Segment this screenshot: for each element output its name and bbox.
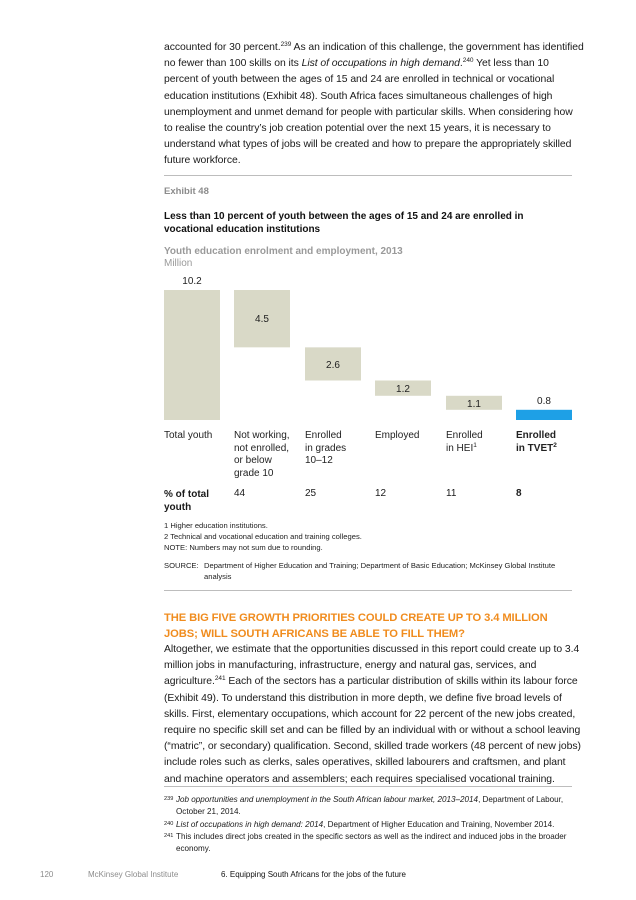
percent-of-total-value: 44 [234,488,246,499]
footnote-ref[interactable]: 239 [280,41,292,48]
waterfall-chart [0,270,636,430]
chart-units: Million [164,258,193,269]
bar-value-label: 10.2 [182,276,202,287]
bar-value-label: 1.2 [396,384,410,396]
intro-text: accounted for 30 percent. [164,42,281,53]
section-text: Each of the sectors has a particular distribution of skills within its labour force (Exhibit 49). To understand this distribution in more depth, we define five broad levels of skills. First, elementary occupations, which account for 22 percent of the new jobs created, require no specific skill set and can be filled by an individual with or without a school leaving (“matric”, or secondary) qualification. Second, skilled trade workers (48 percent of new jobs) include roles such as clerks, sales operatives, skilled labourers and craftsmen, and plant and machine operators and assemblers; each requires specialised vocational training. [164,676,581,785]
footnote-ref[interactable]: 240 [462,57,474,65]
footnote-ref[interactable]: 241 [214,675,226,683]
divider [164,175,572,176]
footnote-number: 239 [164,796,174,802]
section-heading: THE BIG FIVE GROWTH PRIORITIES COULD CREATE UP TO 3.4 MILLION JOBS; WILL SOUTH AFRICANS BE ABLE TO FILL THEM? [164,612,548,640]
footnote-text: , Department of Higher Education and Training, November 2014. [323,820,555,829]
footnote-240 [164,819,584,831]
category-label: Total youth [164,430,213,441]
category-label: Enrolled in TVET$^2$ [516,430,557,454]
footnote-241 [164,831,584,855]
source-label: SOURCE: [164,561,199,570]
bar-6 [516,410,572,420]
footnote-text: This includes direct jobs created in the specific sectors as well as the indirect and induced jobs in the broader economy. [176,832,567,853]
footnote-title: Job opportunities and unemployment in the South African labour market, 2013–2014 [176,795,479,804]
footnote-ref[interactable]: 2 [553,441,557,449]
exhibit-label: Exhibit 48 [164,186,209,197]
divider [164,590,572,591]
footnote-ref[interactable]: 1 [473,441,477,449]
intro-paragraph [164,40,584,170]
intro-text: . [459,58,463,70]
bar-value-label: 4.5 [255,314,269,325]
percent-of-total-label: % of total youth [164,489,209,513]
chart-notes [164,520,362,553]
footer-chapter: 6. Equipping South Africans for the jobs of the future [221,870,407,879]
category-label: Not working, not enrolled, or below grade 10 [234,430,290,479]
bar-value-label: 0.8 [537,395,551,407]
intro-text: As an indication of this challenge, the government has identified no fewer than 100 skills on its [164,42,584,70]
intro-text: Yet less than 10 percent of youth between the ages of 15 and 24 are enrolled in technical or vocational education institutions (Exhibit 48). South Africa faces simultaneous challenges of high unemployment and unmet demand for people with particular skills. When considering how to realise the country’s job creation potential over the next 15 years, it is necessary to understand what types of jobs will be created and how to prepare the appropriately skilled future workforce. [164,58,573,167]
section-text: Altogether, we estimate that the opportunities discussed in this report could create up to 3.4 million jobs in manufacturing, infrastructure, energy and natural gas, services, and agriculture. [164,644,580,688]
category-label: Enrolled in HEI$^1$ [446,430,483,454]
bar-value-label: 2.6 [326,359,340,371]
percent-of-total-value: 12 [375,488,387,499]
category-label: Employed [375,430,420,441]
note-2: 2 Technical and vocational education and training colleges. [164,532,362,541]
footnote-number: 241 [164,833,174,839]
footnote-title: List of occupations in high demand: 2014 [176,820,324,829]
footnote-text: , Department of Labour, October 21, 2014. [176,795,564,816]
bar-1 [164,290,220,420]
percent-of-total-value: 25 [305,488,317,499]
footer-publisher: McKinsey Global Institute [88,870,179,879]
percent-of-total-value: 8 [516,488,522,499]
chart-title: Youth education enrolment and employment, 2013 [164,246,403,257]
note-1: 1 Higher education institutions. [164,521,268,530]
page-number: 120 [40,870,54,879]
percent-of-total-value: 11 [446,488,457,499]
source-text: Department of Higher Education and Training; Department of Basic Education; McKinsey Global Institute analysis [204,561,556,581]
exhibit-title: Less than 10 percent of youth between the ages of 15 and 24 are enrolled in vocational education institutions [164,211,524,235]
note-rounding: NOTE: Numbers may not sum due to rounding. [164,543,323,552]
footnote-239 [164,794,584,818]
category-label: Enrolled in grades 10–12 [305,430,347,466]
footnote-number: 240 [164,821,174,827]
intro-italic-text: List of occupations in high demand [301,58,460,70]
section-paragraph [164,642,584,788]
divider [164,786,572,787]
bar-value-label: 1.1 [467,398,481,410]
